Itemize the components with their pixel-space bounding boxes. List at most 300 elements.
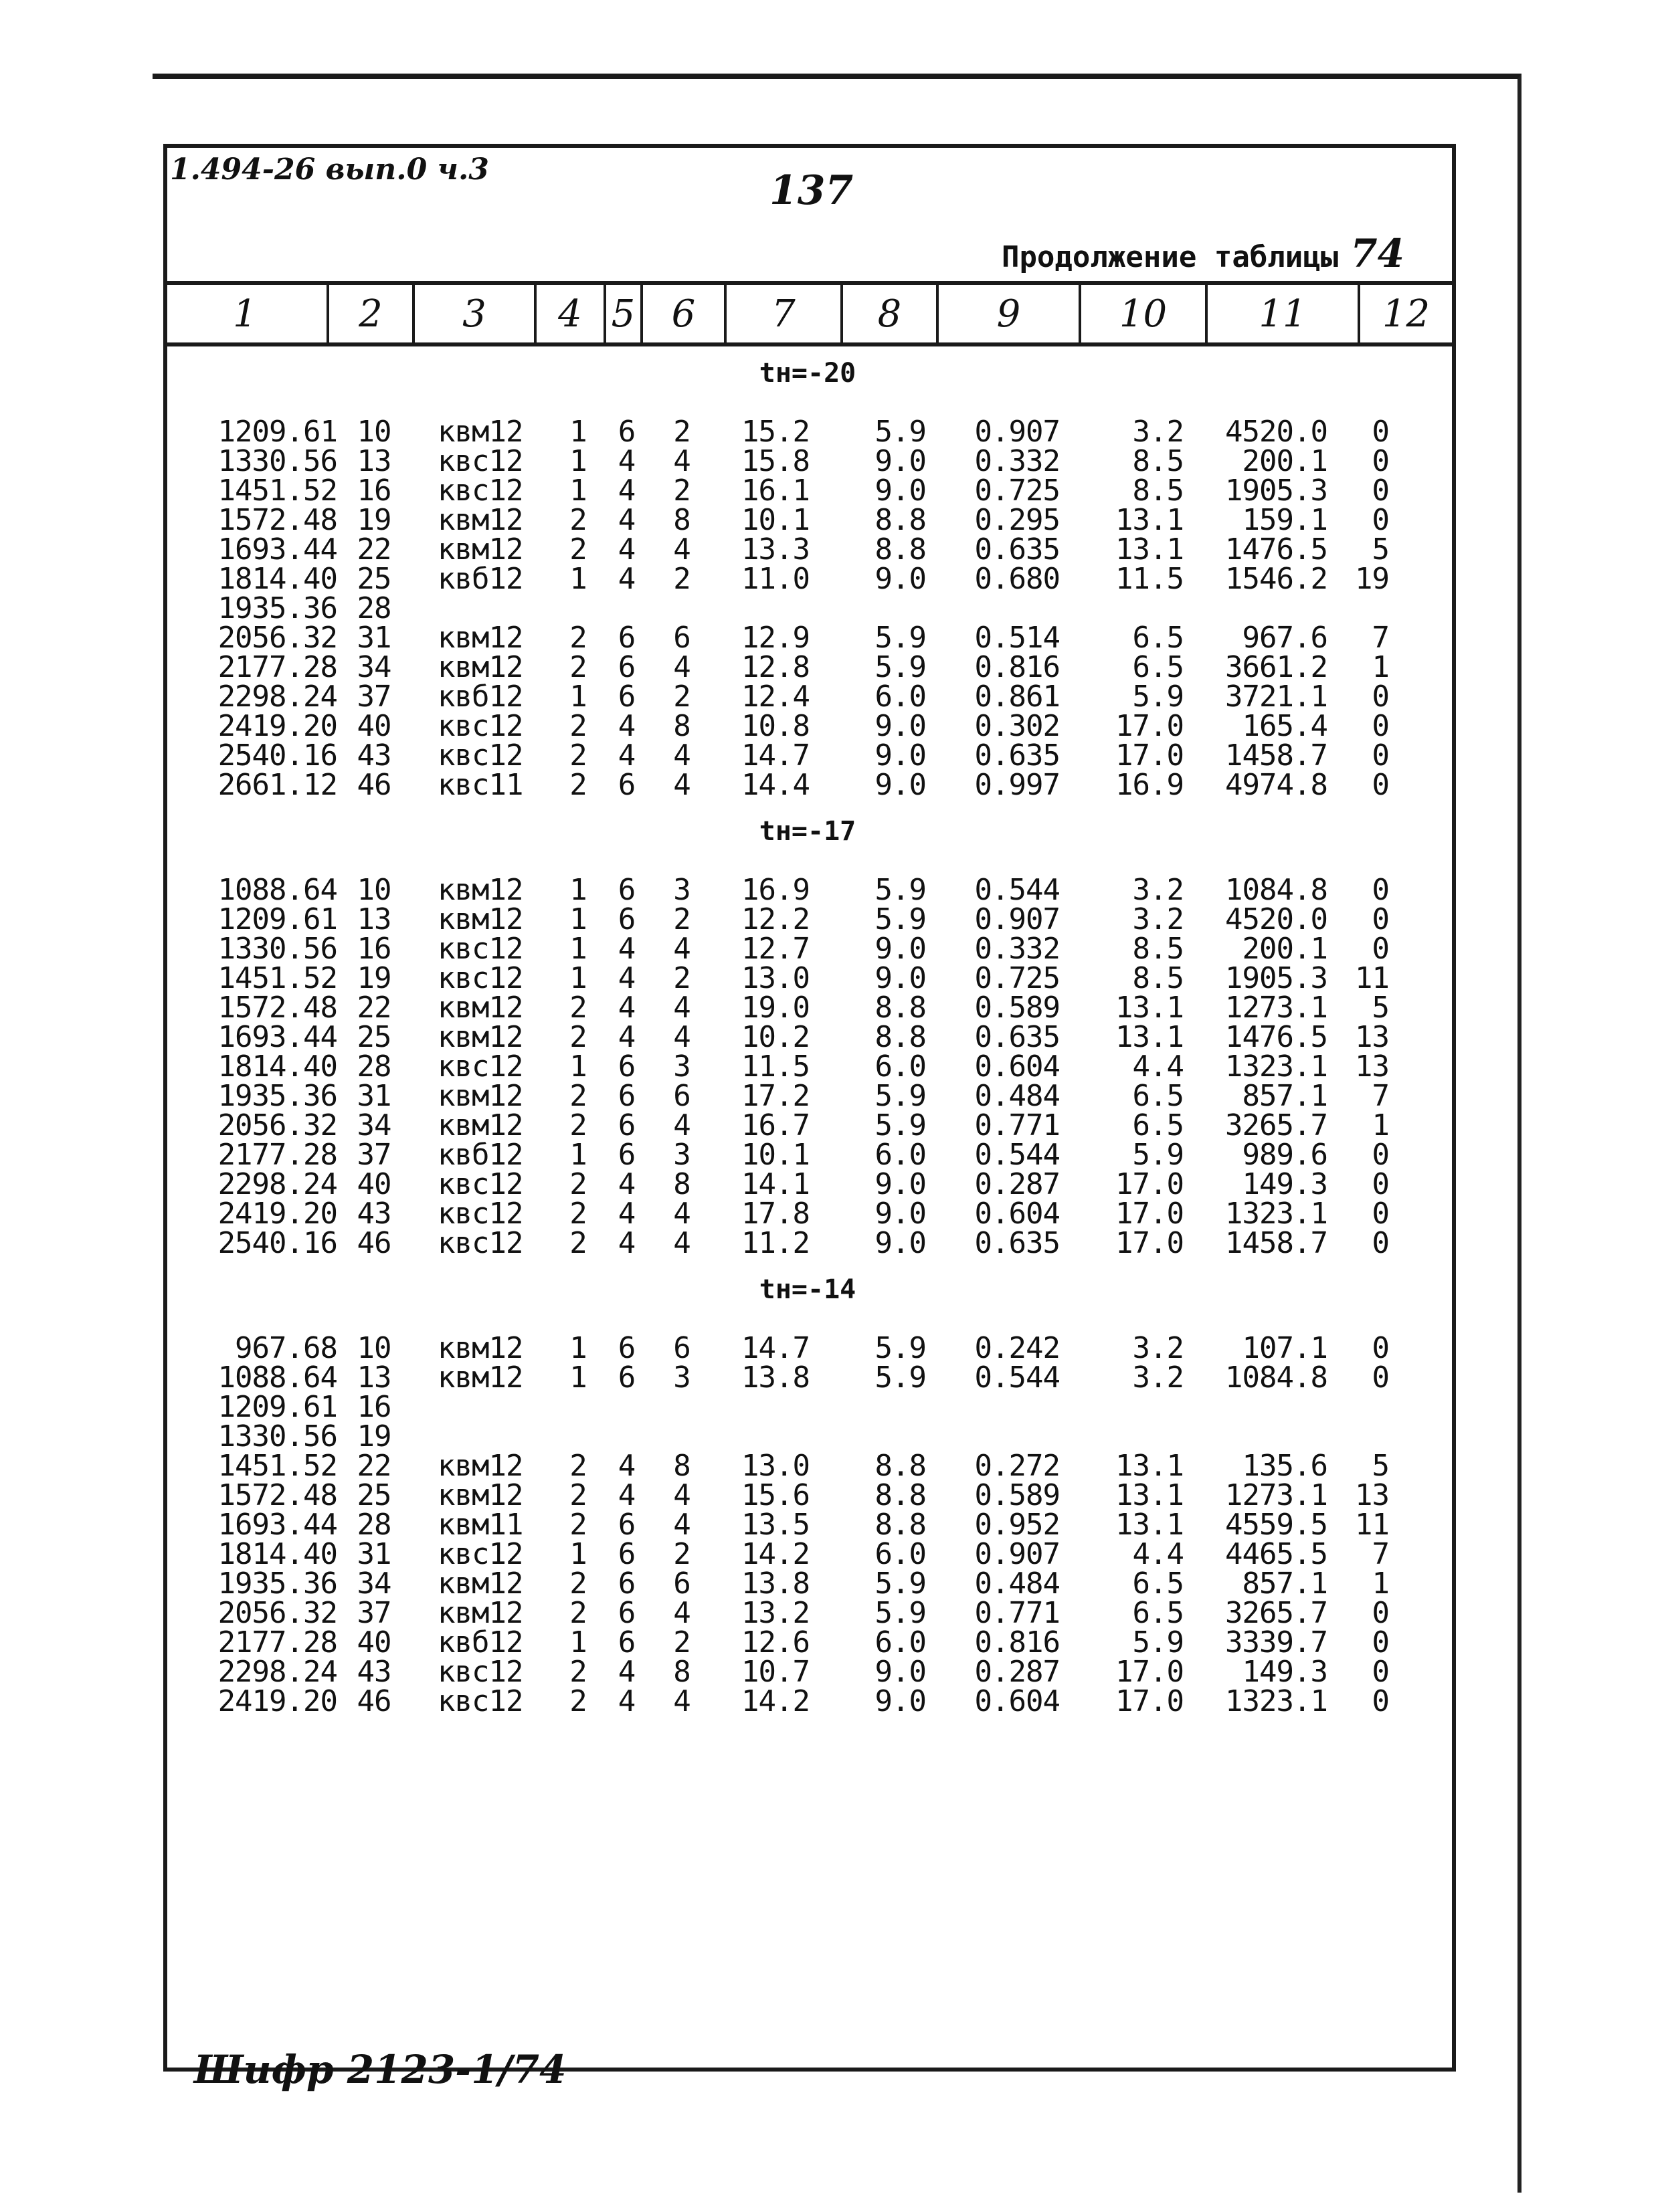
table-cell: 4 xyxy=(673,1596,690,1630)
table-header-row xyxy=(163,281,1452,346)
table-cell: 5.9 xyxy=(874,902,926,936)
table-row xyxy=(163,682,1452,712)
table-cell: 13.1 xyxy=(1115,503,1184,537)
table-cell: 5.9 xyxy=(874,873,926,907)
table-cell xyxy=(933,594,1067,623)
table-cell: 1084.8 xyxy=(1225,873,1327,907)
table-cell: 4 xyxy=(618,1020,636,1054)
table-cell: 967.68 xyxy=(235,1331,337,1365)
table-cell: 4 xyxy=(618,1684,636,1718)
table-cell xyxy=(1067,1393,1190,1422)
table-cell: 2056.32 xyxy=(217,1596,337,1630)
table-cell: 17.0 xyxy=(1115,738,1184,773)
table-cell: 1 xyxy=(1372,650,1389,684)
table-cell: 7 xyxy=(1372,1079,1389,1113)
table-cell: 3721.1 xyxy=(1225,680,1327,714)
table-cell: 2 xyxy=(569,1449,587,1483)
table-cell: 149.3 xyxy=(1242,1655,1327,1689)
table-cell: квм12 xyxy=(438,1361,523,1395)
table-cell: квб12 xyxy=(438,562,523,596)
table-cell: 1546.2 xyxy=(1225,562,1327,596)
table-cell: квс12 xyxy=(438,709,523,743)
column-header: 4 xyxy=(537,285,606,342)
table-cell: квс12 xyxy=(438,1655,523,1689)
table-row xyxy=(163,1537,1452,1571)
table-cell: 4 xyxy=(673,444,690,478)
table-cell: 1 xyxy=(569,1625,587,1660)
table-cell: 2 xyxy=(569,650,587,684)
table-cell xyxy=(1327,594,1401,623)
column-header: 10 xyxy=(1081,285,1208,342)
table-cell: 1323.1 xyxy=(1225,1684,1327,1718)
table-cell: 4 xyxy=(618,503,636,537)
table-cell: квм12 xyxy=(438,1331,523,1365)
table-cell: 13.1 xyxy=(1115,1020,1184,1054)
table-cell: 9.0 xyxy=(874,474,926,508)
table-cell: квб12 xyxy=(438,680,523,714)
table-cell: 2 xyxy=(673,680,690,714)
table-cell: 1476.5 xyxy=(1225,1020,1327,1054)
table-cell: 4 xyxy=(618,1478,636,1512)
table-row xyxy=(163,1390,1452,1424)
table-cell: 6.5 xyxy=(1132,1596,1184,1630)
table-row xyxy=(163,417,1452,447)
table-cell: 149.3 xyxy=(1242,1167,1327,1201)
table-cell xyxy=(602,1422,652,1451)
table-cell: 9.0 xyxy=(874,1167,926,1201)
table-cell: 2 xyxy=(569,1197,587,1231)
table-cell: 0.816 xyxy=(974,1625,1060,1660)
table-cell: 4 xyxy=(618,738,636,773)
table-cell: 5 xyxy=(1372,991,1389,1025)
table-cell: 6 xyxy=(673,1567,690,1601)
table-cell: 2 xyxy=(569,621,587,655)
column-header: 7 xyxy=(727,285,843,342)
table-cell: 6.5 xyxy=(1132,1079,1184,1113)
table-cell: 2 xyxy=(569,738,587,773)
table-cell: 25 xyxy=(357,1478,391,1512)
table-cell: 0.635 xyxy=(974,1020,1060,1054)
table-cell: 2298.24 xyxy=(217,680,337,714)
table-cell: 0.635 xyxy=(974,738,1060,773)
table-cell: 11.0 xyxy=(741,562,810,596)
table-cell xyxy=(839,1393,933,1422)
table-cell xyxy=(1190,1393,1327,1422)
table-cell: 13.8 xyxy=(741,1361,810,1395)
table-cell: 0 xyxy=(1372,1596,1389,1630)
table-cell: 14.1 xyxy=(741,1167,810,1201)
table-cell: 6 xyxy=(618,1508,636,1542)
table-cell: 43 xyxy=(357,1655,391,1689)
column-header: 12 xyxy=(1382,292,1431,336)
table-cell: 12.9 xyxy=(741,621,810,655)
table-row xyxy=(163,1510,1452,1540)
table-cell: квм12 xyxy=(438,1567,523,1601)
table-cell: 9.0 xyxy=(874,932,926,966)
table-cell: 10.8 xyxy=(741,709,810,743)
table-cell: 8.8 xyxy=(874,1020,926,1054)
table-cell: 7 xyxy=(1372,621,1389,655)
table-cell: 2419.20 xyxy=(217,709,337,743)
table-cell xyxy=(933,1422,1067,1451)
table-cell: 13 xyxy=(1355,1478,1389,1512)
table-row xyxy=(163,1625,1452,1660)
table-cell: квм12 xyxy=(438,503,523,537)
table-cell: 6 xyxy=(618,1567,636,1601)
table-cell: 31 xyxy=(357,1537,391,1571)
table-cell: 14.7 xyxy=(741,738,810,773)
table-row xyxy=(163,1108,1452,1142)
table-cell: 1 xyxy=(569,873,587,907)
table-cell: 17.0 xyxy=(1115,1226,1184,1260)
table-cell xyxy=(839,594,933,623)
table-row xyxy=(163,476,1452,506)
section-rows xyxy=(163,417,1452,800)
table-cell: 1 xyxy=(569,1049,587,1084)
table-row xyxy=(163,444,1452,478)
table-cell: квс12 xyxy=(438,444,523,478)
table-cell: 13 xyxy=(1355,1020,1389,1054)
table-cell: 165.4 xyxy=(1242,709,1327,743)
table-cell: 0.725 xyxy=(974,474,1060,508)
table-cell: 34 xyxy=(357,1108,391,1142)
table-row xyxy=(163,1596,1452,1630)
table-cell: 17.0 xyxy=(1115,1684,1184,1718)
table-cell xyxy=(652,1422,712,1451)
table-cell: 9.0 xyxy=(874,961,926,995)
table-cell: 12.8 xyxy=(741,650,810,684)
table-cell: 4 xyxy=(618,474,636,508)
table-cell: 19 xyxy=(1355,562,1389,596)
table-cell: 6 xyxy=(673,621,690,655)
table-cell: 19 xyxy=(357,1419,391,1453)
table-cell: 12.2 xyxy=(741,902,810,936)
table-cell: 13 xyxy=(357,444,391,478)
table-cell: 1451.52 xyxy=(217,1449,337,1483)
table-cell: 13.0 xyxy=(741,961,810,995)
table-cell: 10.1 xyxy=(741,503,810,537)
table-cell: 4 xyxy=(673,932,690,966)
table-cell: 1 xyxy=(1372,1108,1389,1142)
table-cell: 9.0 xyxy=(874,1226,926,1260)
table-cell: 4 xyxy=(673,768,690,802)
table-cell: 2 xyxy=(569,532,587,567)
table-cell: 4.4 xyxy=(1132,1049,1184,1084)
table-cell: 40 xyxy=(357,1167,391,1201)
table-cell: квм12 xyxy=(438,532,523,567)
table-cell: 1572.48 xyxy=(217,503,337,537)
table-row xyxy=(163,1199,1452,1229)
column-header: 5 xyxy=(606,285,643,342)
table-cell: 16 xyxy=(357,474,391,508)
table-cell: 0.771 xyxy=(974,1108,1060,1142)
table-cell: 12.6 xyxy=(741,1625,810,1660)
table-cell: 13 xyxy=(1355,1049,1389,1084)
table-cell: 2540.16 xyxy=(217,738,337,773)
table-cell: 28 xyxy=(357,1049,391,1084)
table-row xyxy=(163,934,1452,964)
table-cell: 857.1 xyxy=(1242,1567,1327,1601)
table-cell: 0 xyxy=(1372,415,1389,449)
table-cell: 0.604 xyxy=(974,1684,1060,1718)
table-cell xyxy=(411,594,555,623)
table-cell: 4 xyxy=(618,562,636,596)
table-cell: 3661.2 xyxy=(1225,650,1327,684)
table-cell: квс12 xyxy=(438,1197,523,1231)
table-cell: 1 xyxy=(569,474,587,508)
table-cell: квс12 xyxy=(438,738,523,773)
table-cell: 13.1 xyxy=(1115,532,1184,567)
table-cell: 2298.24 xyxy=(217,1655,337,1689)
table-cell: 40 xyxy=(357,1625,391,1660)
table-cell xyxy=(602,594,652,623)
table-cell: 1 xyxy=(1372,1567,1389,1601)
column-header: 11 xyxy=(1208,285,1360,342)
table-cell: 6 xyxy=(618,415,636,449)
table-cell: 25 xyxy=(357,1020,391,1054)
table-cell: 4465.5 xyxy=(1225,1537,1327,1571)
table-cell: 13.0 xyxy=(741,1449,810,1483)
table-cell: 1330.56 xyxy=(217,1419,337,1453)
table-cell: 4520.0 xyxy=(1225,902,1327,936)
table-cell: 1084.8 xyxy=(1225,1361,1327,1395)
table-row xyxy=(163,1167,1452,1201)
table-cell: 1814.40 xyxy=(217,562,337,596)
table-cell: 200.1 xyxy=(1242,444,1327,478)
table-cell: 3 xyxy=(673,873,690,907)
table-cell: 19.0 xyxy=(741,991,810,1025)
table-cell: 1458.7 xyxy=(1225,738,1327,773)
table-cell: 3339.7 xyxy=(1225,1625,1327,1660)
table-cell: 1323.1 xyxy=(1225,1049,1327,1084)
table-cell: 6 xyxy=(618,621,636,655)
table-cell: 37 xyxy=(357,1596,391,1630)
table-cell: 1 xyxy=(569,680,587,714)
table-cell: 46 xyxy=(357,1226,391,1260)
table-cell: квс12 xyxy=(438,474,523,508)
table-cell: 0 xyxy=(1372,902,1389,936)
table-cell: 22 xyxy=(357,532,391,567)
table-cell: 6 xyxy=(618,650,636,684)
table-cell: 8.5 xyxy=(1132,961,1184,995)
table-cell: 0.997 xyxy=(974,768,1060,802)
table-cell: 15.2 xyxy=(741,415,810,449)
table-cell: 2177.28 xyxy=(217,1625,337,1660)
table-cell: квм12 xyxy=(438,1020,523,1054)
table-cell: 8 xyxy=(673,1449,690,1483)
table-cell xyxy=(1067,594,1190,623)
table-cell: 2 xyxy=(569,1079,587,1113)
table-cell: 1572.48 xyxy=(217,1478,337,1512)
table-cell: 3 xyxy=(673,1049,690,1084)
table-cell: 1572.48 xyxy=(217,991,337,1025)
table-cell: 1 xyxy=(569,902,587,936)
table-row xyxy=(163,738,1452,773)
table-cell: 7 xyxy=(1372,1537,1389,1571)
table-cell: 34 xyxy=(357,650,391,684)
table-cell: 0.484 xyxy=(974,1079,1060,1113)
table-cell: 2661.12 xyxy=(217,768,337,802)
table-cell: 1458.7 xyxy=(1225,1226,1327,1260)
table-cell: 1 xyxy=(569,1537,587,1571)
table-cell: 4 xyxy=(618,444,636,478)
table-cell: 0.952 xyxy=(974,1508,1060,1542)
table-cell: 14.7 xyxy=(741,1331,810,1365)
table-row xyxy=(163,1363,1452,1393)
table-cell: 2 xyxy=(569,1684,587,1718)
table-cell: 11.5 xyxy=(741,1049,810,1084)
table-cell: 4559.5 xyxy=(1225,1508,1327,1542)
table-cell xyxy=(652,594,712,623)
section-title: tн=-20 xyxy=(759,358,856,389)
table-cell: 5.9 xyxy=(874,415,926,449)
table-row xyxy=(163,1079,1452,1113)
table-cell: 6 xyxy=(673,1079,690,1113)
table-cell: 0.242 xyxy=(974,1331,1060,1365)
table-cell: 6 xyxy=(673,1331,690,1365)
table-cell: 43 xyxy=(357,1197,391,1231)
table-cell xyxy=(933,1393,1067,1422)
table-cell: 1693.44 xyxy=(217,532,337,567)
table-cell xyxy=(1190,594,1327,623)
table-cell: 13.5 xyxy=(741,1508,810,1542)
table-cell: 6.5 xyxy=(1132,621,1184,655)
table-cell: 13 xyxy=(357,1361,391,1395)
table-cell: 2 xyxy=(569,1020,587,1054)
table-cell: 2 xyxy=(569,1226,587,1260)
table-continuation-label xyxy=(1002,231,1404,276)
table-cell: 3 xyxy=(673,1138,690,1172)
table-row xyxy=(163,650,1452,684)
table-cell: квс12 xyxy=(438,932,523,966)
table-cell xyxy=(555,1393,602,1422)
table-row xyxy=(163,709,1452,743)
table-cell: 0 xyxy=(1372,1138,1389,1172)
table-cell: 0.604 xyxy=(974,1049,1060,1084)
table-cell: 0 xyxy=(1372,1167,1389,1201)
table-cell: 0 xyxy=(1372,873,1389,907)
table-cell: 10.1 xyxy=(741,1138,810,1172)
table-cell: 14.4 xyxy=(741,768,810,802)
table-cell: 22 xyxy=(357,1449,391,1483)
table-cell: 8.5 xyxy=(1132,444,1184,478)
table-cell: 6 xyxy=(618,1079,636,1113)
cipher-footer: Шифр 2123-1/74 xyxy=(194,2047,567,2092)
table-cell: 6 xyxy=(618,768,636,802)
table-cell: 0.816 xyxy=(974,650,1060,684)
table-cell: 13.1 xyxy=(1115,1449,1184,1483)
table-cell: 4 xyxy=(673,991,690,1025)
table-cell: 4 xyxy=(618,1167,636,1201)
column-header: 9 xyxy=(939,285,1081,342)
table-cell: 8.8 xyxy=(874,1449,926,1483)
table-row xyxy=(163,1020,1452,1054)
table-cell: 4 xyxy=(618,1226,636,1260)
table-cell: 2 xyxy=(569,709,587,743)
table-cell: 989.6 xyxy=(1242,1138,1327,1172)
table-cell xyxy=(1067,1422,1190,1451)
table-cell: квм12 xyxy=(438,650,523,684)
table-cell xyxy=(411,1393,555,1422)
table-cell: 1330.56 xyxy=(217,932,337,966)
table-cell: 3265.7 xyxy=(1225,1596,1327,1630)
table-cell: 6.0 xyxy=(874,1049,926,1084)
table-row xyxy=(163,961,1452,995)
table-cell: 0 xyxy=(1372,768,1389,802)
table-cell: квм12 xyxy=(438,873,523,907)
table-cell: 4 xyxy=(618,709,636,743)
table-cell: 17.0 xyxy=(1115,709,1184,743)
table-cell: 8.8 xyxy=(874,991,926,1025)
table-cell: 31 xyxy=(357,1079,391,1113)
table-cell: квс12 xyxy=(438,1167,523,1201)
table-cell: 28 xyxy=(357,1508,391,1542)
table-cell: 6.0 xyxy=(874,680,926,714)
table-cell: 2 xyxy=(569,1508,587,1542)
table-cell: 2 xyxy=(673,415,690,449)
table-cell: 2540.16 xyxy=(217,1226,337,1260)
table-cell: 6 xyxy=(618,1331,636,1365)
table-cell: 0.332 xyxy=(974,932,1060,966)
table-cell: 5 xyxy=(1372,1449,1389,1483)
table-cell: квб12 xyxy=(438,1625,523,1660)
table-cell: 4 xyxy=(618,1655,636,1689)
table-section xyxy=(163,813,1452,1258)
table-cell: 17.8 xyxy=(741,1197,810,1231)
table-cell: 1 xyxy=(569,932,587,966)
table-cell: 5.9 xyxy=(874,1331,926,1365)
table-cell: 4 xyxy=(618,532,636,567)
table-cell: 8 xyxy=(673,1655,690,1689)
table-cell: 6.5 xyxy=(1132,650,1184,684)
table-cell: 2 xyxy=(569,1108,587,1142)
table-cell: 16.9 xyxy=(1115,768,1184,802)
table-cell: 11 xyxy=(1355,961,1389,995)
table-cell: квм12 xyxy=(438,415,523,449)
table-cell: 4 xyxy=(618,961,636,995)
table-cell: квм12 xyxy=(438,1108,523,1142)
section-title: tн=-17 xyxy=(759,816,856,847)
table-row xyxy=(163,902,1452,936)
table-cell: 0 xyxy=(1372,1331,1389,1365)
table-cell: 22 xyxy=(357,991,391,1025)
table-cell: 1209.61 xyxy=(217,902,337,936)
table-cell: 0.544 xyxy=(974,1138,1060,1172)
table-cell: 4 xyxy=(673,1508,690,1542)
continuation-text: Продолжение таблицы xyxy=(1001,240,1339,274)
table-cell: 4 xyxy=(673,532,690,567)
table-cell: 1476.5 xyxy=(1225,532,1327,567)
section-rows xyxy=(163,873,1452,1260)
table-cell xyxy=(712,1393,839,1422)
table-cell: 967.6 xyxy=(1242,621,1327,655)
table-cell: 5.9 xyxy=(1132,680,1184,714)
table-cell: 5 xyxy=(1372,532,1389,567)
table-cell: 16 xyxy=(357,1390,391,1424)
table-cell: 0.302 xyxy=(974,709,1060,743)
table-cell: 8 xyxy=(673,709,690,743)
table-cell: 4 xyxy=(618,932,636,966)
table-cell: 8.8 xyxy=(874,1478,926,1512)
table-cell: 6 xyxy=(618,902,636,936)
table-cell: 1273.1 xyxy=(1225,991,1327,1025)
table-cell: 13.3 xyxy=(741,532,810,567)
table-cell: 135.6 xyxy=(1242,1449,1327,1483)
table-row xyxy=(163,532,1452,567)
table-cell: 16.9 xyxy=(741,873,810,907)
table-cell: 0.287 xyxy=(974,1655,1060,1689)
table-cell: 34 xyxy=(357,1567,391,1601)
